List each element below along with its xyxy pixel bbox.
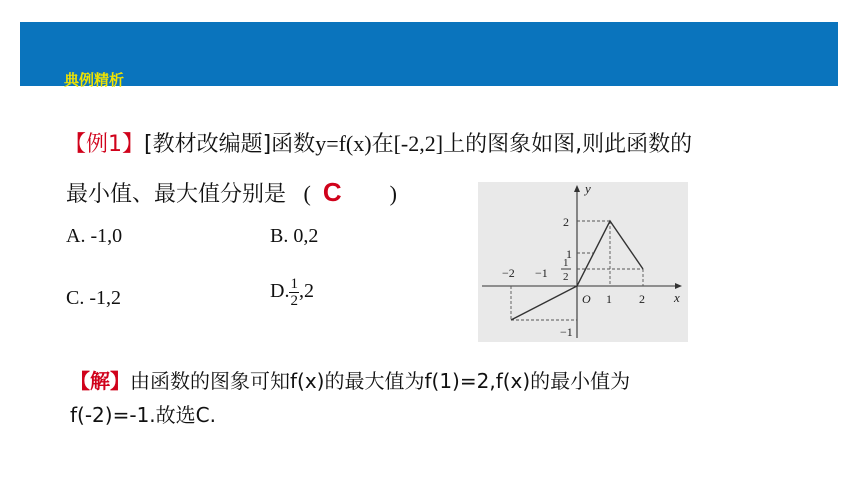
y-axis-label: y: [585, 182, 591, 196]
x-tick-neg2: −2: [502, 266, 515, 280]
x-axis-label: x: [674, 290, 680, 305]
y-tick-half-den: 2: [563, 271, 569, 283]
x-axis-arrow: [675, 283, 682, 289]
solution-line-2: f(-2)=-1.故选C.: [70, 403, 216, 427]
x-tick-neg1: −1: [535, 266, 548, 280]
option-b: B. 0,2: [270, 225, 319, 247]
y-axis-arrow: [574, 185, 580, 192]
interval-expr: [-2,2]: [393, 131, 444, 156]
problem-question: [66, 178, 397, 209]
header-band: [20, 22, 838, 89]
source-note: [教材改编题]: [144, 132, 272, 157]
x-tick-1: 1: [606, 292, 612, 306]
question-text: 最小值、最大值分别是: [66, 182, 287, 207]
section-title: 典例精析: [64, 71, 125, 89]
solution-line-1: [70, 364, 630, 398]
solution-text-1: 由函数的图象可知f(x)的最大值为f(1)=2,f(x)的最小值为: [130, 369, 631, 393]
problem-statement: [64, 130, 692, 159]
x-tick-2: 2: [639, 292, 645, 306]
origin-label: O: [582, 292, 591, 306]
y-tick-1: 1: [566, 247, 572, 261]
problem-text-a: 函数: [271, 132, 316, 157]
solution: [70, 364, 630, 432]
answer-letter: C: [322, 177, 342, 207]
option-d-suffix: ,2: [298, 280, 314, 303]
option-c: C. -1,2: [66, 287, 121, 309]
y-tick-neg1: −1: [560, 325, 573, 339]
problem-text-b: 在: [371, 132, 394, 157]
problem-text-c: 上的图象如图,则此函数的: [443, 132, 693, 157]
option-d-denominator: 2: [290, 293, 298, 309]
option-d: [270, 276, 314, 309]
option-d-fraction: [289, 276, 299, 309]
y-tick-half-num: 1: [563, 257, 569, 269]
option-a: A. -1,0: [66, 225, 123, 247]
function-graph: [478, 182, 688, 342]
paren-open: (: [303, 181, 311, 206]
example-tag: 【例1】: [64, 132, 144, 157]
option-d-prefix: D.: [270, 280, 290, 303]
function-expr: y=f(x): [315, 131, 372, 156]
solution-tag: 【解】: [70, 369, 130, 393]
y-tick-2: 2: [563, 215, 569, 229]
option-d-numerator: 1: [290, 276, 298, 292]
paren-close: ): [389, 181, 397, 206]
